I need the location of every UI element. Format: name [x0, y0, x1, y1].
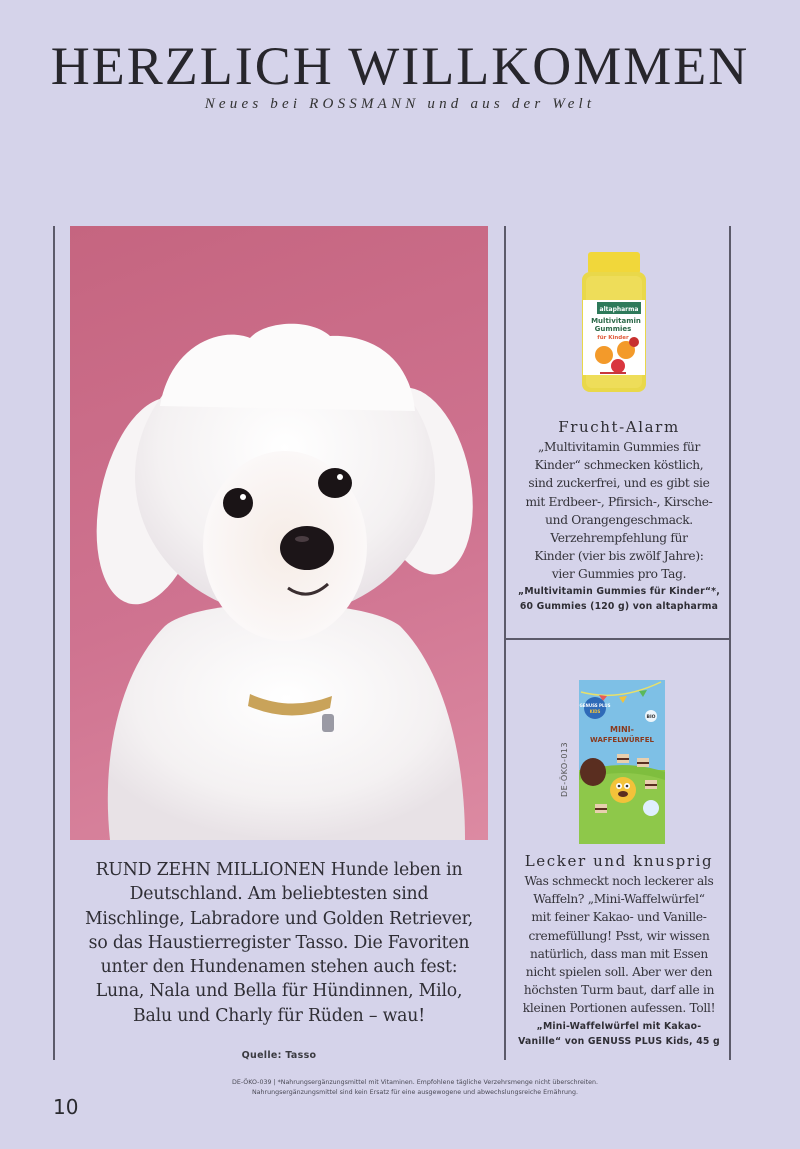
svg-text:für Kinder: für Kinder	[597, 335, 629, 341]
svg-text:BIO: BIO	[646, 715, 656, 720]
middle-column-rule	[504, 226, 506, 1060]
description-line: und Orangengeschmack.	[545, 512, 693, 527]
article-line: Balu und Charly für Rüden – wau!	[133, 1005, 425, 1026]
gummies-jar-image	[580, 252, 648, 394]
dog-illustration-icon	[70, 226, 488, 840]
product-1-caption	[508, 584, 730, 614]
product-1-description	[510, 438, 728, 584]
description-line: Kinder“ schmecken köstlich,	[534, 458, 704, 473]
svg-text:GENUSS PLUS: GENUSS PLUS	[579, 703, 611, 708]
product-2-description	[510, 872, 728, 1018]
description-line: nicht spielen soll. Aber wer den	[525, 965, 713, 980]
description-line: natürlich, dass man mit Essen	[530, 946, 708, 961]
caption-line: Vanille“ von GENUSS PLUS Kids, 45 g	[518, 1036, 720, 1047]
page-number: 10	[53, 1095, 79, 1119]
article-line: RUND ZEHN MILLIONEN Hunde leben in	[95, 860, 463, 880]
footnote-line: Nahrungsergänzungsmittel sind kein Ersatz für eine ausgewogene und abwechslungsreiche Ernährung.	[251, 1088, 579, 1096]
article-line: unter den Hundenamen stehen auch fest:	[100, 957, 458, 978]
product-2-caption	[508, 1019, 730, 1049]
page-subtitle: Neues bei ROSSMANN und aus der Welt	[204, 96, 596, 112]
product-1-title: Frucht-Alarm	[558, 418, 680, 436]
description-line: vier Gummies pro Tag.	[551, 567, 687, 582]
article-source: Quelle: Tasso	[241, 1050, 317, 1061]
main-article-text	[62, 858, 496, 1028]
description-line: „Multivitamin Gummies für	[537, 440, 701, 454]
caption-line: 60 Gummies (120 g) von altapharma	[519, 601, 719, 612]
caption-line: „Multivitamin Gummies für Kinder“*,	[518, 586, 720, 597]
page-title: HERZLICH WILLKOMMEN	[50, 36, 750, 96]
description-line: mit Erdbeer-, Pfirsich-, Kirsche-	[525, 494, 713, 509]
svg-text:Gummies: Gummies	[594, 325, 632, 333]
description-line: Kinder (vier bis zwölf Jahre):	[534, 549, 704, 564]
eco-code-label: DE-ÖKO-013	[560, 741, 569, 797]
svg-text:Multivitamin: Multivitamin	[591, 317, 641, 325]
right-column-rule	[729, 226, 731, 1060]
left-column-rule	[53, 226, 55, 1060]
article-line: Deutschland. Am beliebtesten sind	[129, 884, 429, 905]
svg-text:WAFFELWÜRFEL: WAFFELWÜRFEL	[590, 736, 654, 744]
description-line: mit feiner Kakao- und Vanille-	[531, 910, 707, 925]
article-line: so das Haustierregister Tasso. Die Favoriten	[88, 932, 470, 953]
description-line: Waffeln? „Mini-Waffelwürfel“	[533, 892, 705, 907]
description-line: Verzehrempfehlung für	[550, 531, 688, 546]
footnote-line: DE-ÖKO-039 | *Nahrungsergänzungsmittel mit Vitaminen. Empfohlene tägliche Verzehrsmenge nicht überschreiten.	[232, 1079, 598, 1086]
svg-text:KIDS: KIDS	[589, 709, 601, 714]
sidebar-divider	[504, 638, 730, 640]
footnote	[150, 1078, 680, 1097]
dog-photo	[70, 226, 488, 840]
article-line: Luna, Nala und Bella für Hündinnen, Milo,	[95, 981, 463, 1002]
svg-text:altapharma: altapharma	[599, 306, 639, 313]
description-line: sind zuckerfrei, und es gibt sie	[528, 476, 710, 491]
svg-text:MINI-: MINI-	[610, 725, 634, 734]
description-line: höchsten Turm baut, darf alle in	[523, 983, 715, 998]
article-line: Mischlinge, Labradore und Golden Retriever,	[84, 908, 474, 929]
description-line: cremefüllung! Psst, wir wissen	[528, 928, 710, 943]
description-line: Was schmeckt noch leckerer als	[524, 874, 714, 888]
description-line: kleinen Portionen aufessen. Toll!	[522, 1001, 716, 1016]
waffle-bag-image	[579, 680, 665, 844]
caption-line: „Mini-Waffelwürfel mit Kakao-	[536, 1021, 702, 1032]
product-2-title: Lecker und knusprig	[524, 852, 714, 870]
